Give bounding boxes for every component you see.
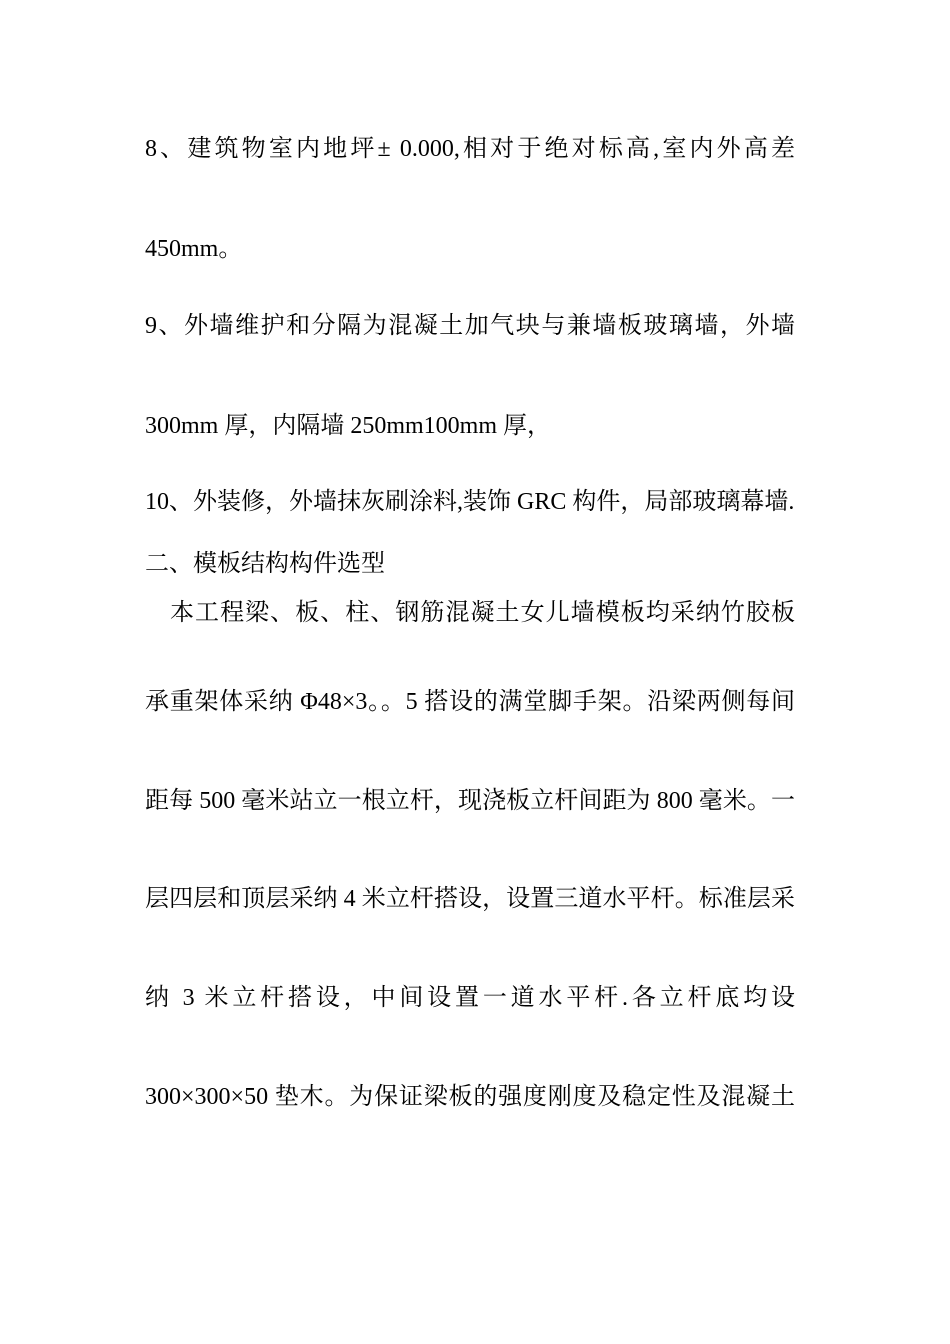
text-line-item-9-cont: 300mm 厚，内隔墙 250mm100mm 厚， — [145, 413, 552, 439]
paragraph-line-3: 距每 500 毫米站立一根立杆，现浇板立杆间距为 800 毫米。一 — [145, 788, 795, 814]
section-heading: 二、模板结构构件选型 — [145, 551, 385, 577]
text-line-item-8-cont: 450mm。 — [145, 236, 243, 262]
text-line-item-10: 10、外装修，外墙抹灰刷涂料,装饰 GRC 构件，局部玻璃幕墙. — [145, 489, 795, 515]
text-line-item-9: 9、外墙维护和分隔为混凝土加气块与兼墙板玻璃墙，外墙 — [145, 313, 795, 339]
paragraph-line-6: 300×300×50 垫木。为保证梁板的强度刚度及稳定性及混凝土 — [145, 1084, 795, 1110]
paragraph-line-1: 本工程梁、板、柱、钢筋混凝土女儿墙模板均采纳竹胶板 — [170, 600, 795, 626]
text-line-item-8: 8、建筑物室内地坪± 0.000,相对于绝对标高,室内外高差 — [145, 136, 795, 162]
paragraph-line-5: 纳 3 米立杆搭设，中间设置一道水平杆.各立杆底均设 — [145, 985, 795, 1011]
paragraph-line-4: 层四层和顶层采纳 4 米立杆搭设，设置三道水平杆。标准层采 — [145, 886, 795, 912]
paragraph-line-2: 承重架体采纳 Φ48×3。。5 搭设的满堂脚手架。沿梁两侧每间 — [145, 689, 795, 715]
